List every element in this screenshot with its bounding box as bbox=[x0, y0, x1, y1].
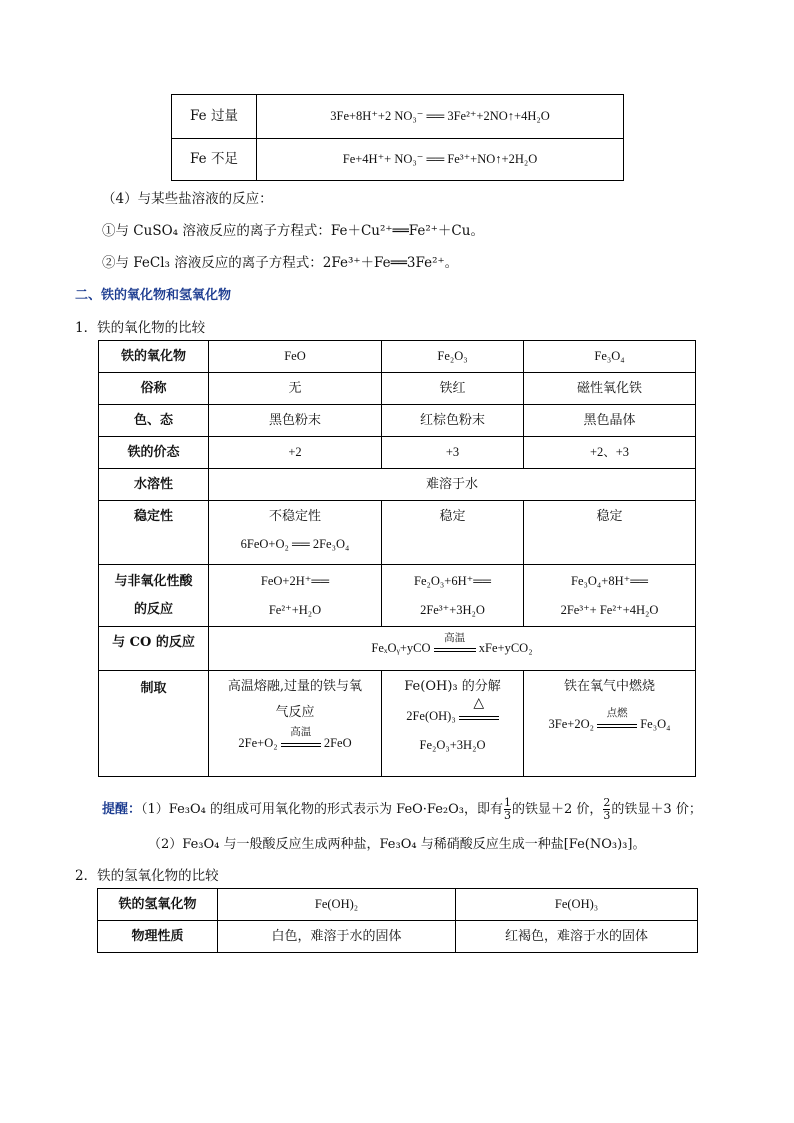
tip-line2: （2）Fe₃O₄ 与一般酸反应生成两种盐，Fe₃O₄ 与稀硝酸反应生成一种盐[Fe(NO₃)₃]。 bbox=[148, 837, 646, 852]
cuso4-reaction: ①与 CuSO₄ 溶液反应的离子方程式：Fe＋Cu²⁺══Fe²⁺＋Cu。 bbox=[102, 223, 484, 239]
prep-feo-left: 2Fe+O₂ bbox=[238, 736, 278, 751]
prep-feo-arrow bbox=[281, 727, 321, 751]
salt-reaction-title: （4）与某些盐溶液的反应： bbox=[102, 191, 273, 207]
tip-label: 提醒： bbox=[102, 802, 142, 817]
fe-deficient-equation: Fe+4H⁺+ NO₃⁻ ══ Fe³⁺+NO↑+2H₂O bbox=[257, 139, 624, 181]
prep-feo-line1: 高温熔融,过量的铁与氧 bbox=[227, 679, 363, 694]
valence-feo: +2 bbox=[209, 437, 382, 469]
prep-fe3o4-line1: 铁在氧气中燃烧 bbox=[563, 679, 655, 694]
acid-fe2o3-cell bbox=[382, 565, 524, 627]
color-state-label: 色、态 bbox=[99, 405, 209, 437]
co-arrow bbox=[434, 633, 476, 656]
prep-fe3o4-condition: 点燃 bbox=[606, 707, 628, 719]
acid-fe2o3-line1: Fe₂O₃+6H⁺══ bbox=[414, 573, 491, 588]
tip-line1-c: 的铁显＋3 价； bbox=[611, 802, 702, 817]
prep-fe3o4-right: Fe₃O₄ bbox=[640, 716, 671, 731]
hydroxide-header-label: 铁的氢氧化物 bbox=[98, 889, 218, 921]
stability-label: 稳定性 bbox=[99, 501, 209, 565]
prep-feo-condition: 高温 bbox=[290, 727, 312, 739]
prep-label: 制取 bbox=[99, 671, 209, 777]
acid-label-cell bbox=[99, 565, 209, 627]
stability-fe3o4: 稳定 bbox=[524, 501, 696, 565]
stability-fe2o3: 稳定 bbox=[382, 501, 524, 565]
frac1-num: 1 bbox=[504, 796, 512, 809]
frac1-den: 3 bbox=[504, 809, 512, 822]
fraction-one-third bbox=[504, 797, 511, 822]
acid-fe3o4-cell bbox=[524, 565, 696, 627]
tip-line1-a: （1）Fe₃O₄ 的组成可用氧化物的形式表示为 FeO·Fe₂O₃，即有 bbox=[141, 802, 504, 817]
hydroxide-comparison-table bbox=[97, 888, 698, 953]
fe-deficient-label: Fe 不足 bbox=[172, 139, 257, 181]
color-state-feo: 黑色粉末 bbox=[209, 405, 382, 437]
subsection-oxide-title: 1．铁的氧化物的比较 bbox=[75, 320, 206, 336]
common-name-label: 俗称 bbox=[99, 373, 209, 405]
prep-fe2o3-line1: Fe(OH)₃ 的分解 bbox=[404, 679, 501, 694]
prep-fe3o4-arrow bbox=[597, 707, 637, 732]
fraction-two-thirds bbox=[603, 797, 610, 822]
hydroxide-header-feoh2: Fe(OH)₂ bbox=[218, 889, 456, 921]
valence-fe2o3: +3 bbox=[382, 437, 524, 469]
co-label: 与 CO 的反应 bbox=[99, 627, 209, 671]
subsection-hydroxide-title: 2．铁的氢氧化物的比较 bbox=[75, 868, 219, 884]
oxide-comparison-table bbox=[98, 340, 696, 777]
stability-feo-equation: 6FeO+O₂ ══ 2Fe₃O₄ bbox=[240, 536, 350, 551]
prep-feo-right: 2FeO bbox=[323, 736, 352, 751]
nitric-acid-table bbox=[171, 94, 624, 181]
tip-line1 bbox=[102, 797, 702, 822]
valence-label: 铁的价态 bbox=[99, 437, 209, 469]
acid-fe3o4-line1: Fe₃O₄+8H⁺══ bbox=[571, 573, 648, 588]
solubility-value: 难溶于水 bbox=[209, 469, 696, 501]
prep-fe3o4-cell bbox=[524, 671, 696, 777]
prep-fe3o4-equation bbox=[528, 707, 691, 732]
fecl3-reaction: ②与 FeCl₃ 溶液反应的离子方程式：2Fe³⁺＋Fe══3Fe²⁺。 bbox=[102, 255, 459, 271]
co-reaction-cell bbox=[209, 627, 696, 671]
physical-property-feoh3: 红褐色，难溶于水的固体 bbox=[456, 921, 698, 953]
oxide-header-feo: FeO bbox=[209, 341, 382, 373]
acid-fe3o4-line2: 2Fe³⁺+ Fe²⁺+4H₂O bbox=[560, 602, 659, 617]
frac2-den: 3 bbox=[603, 809, 611, 822]
acid-feo-line2: Fe²⁺+H₂O bbox=[268, 602, 322, 617]
prep-feo-line2: 气反应 bbox=[275, 704, 315, 720]
prep-feo-equation bbox=[213, 727, 377, 751]
heat-icon: △ bbox=[473, 695, 485, 711]
common-name-fe2o3: 铁红 bbox=[382, 373, 524, 405]
prep-fe3o4-left: 3Fe+2O₂ bbox=[548, 716, 594, 731]
co-right: xFe+yCO₂ bbox=[478, 640, 533, 655]
oxide-header-fe3o4: Fe₃O₄ bbox=[524, 341, 696, 373]
stability-feo: 不稳定性 bbox=[268, 509, 321, 524]
acid-label-line1: 与非氧化性酸 bbox=[114, 573, 193, 589]
color-state-fe2o3: 红棕色粉末 bbox=[382, 405, 524, 437]
color-state-fe3o4: 黑色晶体 bbox=[524, 405, 696, 437]
oxide-header-label: 铁的氧化物 bbox=[99, 341, 209, 373]
common-name-feo: 无 bbox=[209, 373, 382, 405]
co-condition: 高温 bbox=[444, 633, 466, 645]
prep-fe2o3-arrow bbox=[459, 695, 499, 724]
acid-feo-line1: FeO+2H⁺══ bbox=[260, 573, 330, 588]
physical-property-feoh2: 白色，难溶于水的固体 bbox=[218, 921, 456, 953]
valence-fe3o4: +2、+3 bbox=[524, 437, 696, 469]
prep-fe2o3-left: 2Fe(OH)₃ bbox=[406, 708, 456, 723]
solubility-label: 水溶性 bbox=[99, 469, 209, 501]
acid-feo-cell bbox=[209, 565, 382, 627]
section-heading-oxides: 二、铁的氧化物和氢氧化物 bbox=[75, 288, 232, 303]
co-left: FeₓOᵧ+yCO bbox=[371, 640, 431, 655]
prep-fe2o3-line2: Fe₂O₃+3H₂O bbox=[419, 737, 486, 752]
frac2-num: 2 bbox=[603, 796, 611, 809]
prep-feo-cell bbox=[209, 671, 382, 777]
fe-excess-label: Fe 过量 bbox=[172, 95, 257, 139]
hydroxide-header-feoh3: Fe(OH)₃ bbox=[456, 889, 698, 921]
prep-fe2o3-cell bbox=[382, 671, 524, 777]
oxide-header-fe2o3: Fe₂O₃ bbox=[382, 341, 524, 373]
acid-fe2o3-line2: 2Fe³⁺+3H₂O bbox=[420, 602, 485, 617]
stability-feo-cell bbox=[209, 501, 382, 565]
common-name-fe3o4: 磁性氧化铁 bbox=[524, 373, 696, 405]
prep-fe2o3-equation bbox=[386, 695, 519, 724]
acid-label-line2: 的反应 bbox=[133, 601, 173, 617]
fe-excess-equation: 3Fe+8H⁺+2 NO₃⁻ ══ 3Fe²⁺+2NO↑+4H₂O bbox=[257, 95, 624, 139]
physical-property-label: 物理性质 bbox=[98, 921, 218, 953]
tip-line1-b: 的铁显＋2 价， bbox=[512, 802, 603, 817]
